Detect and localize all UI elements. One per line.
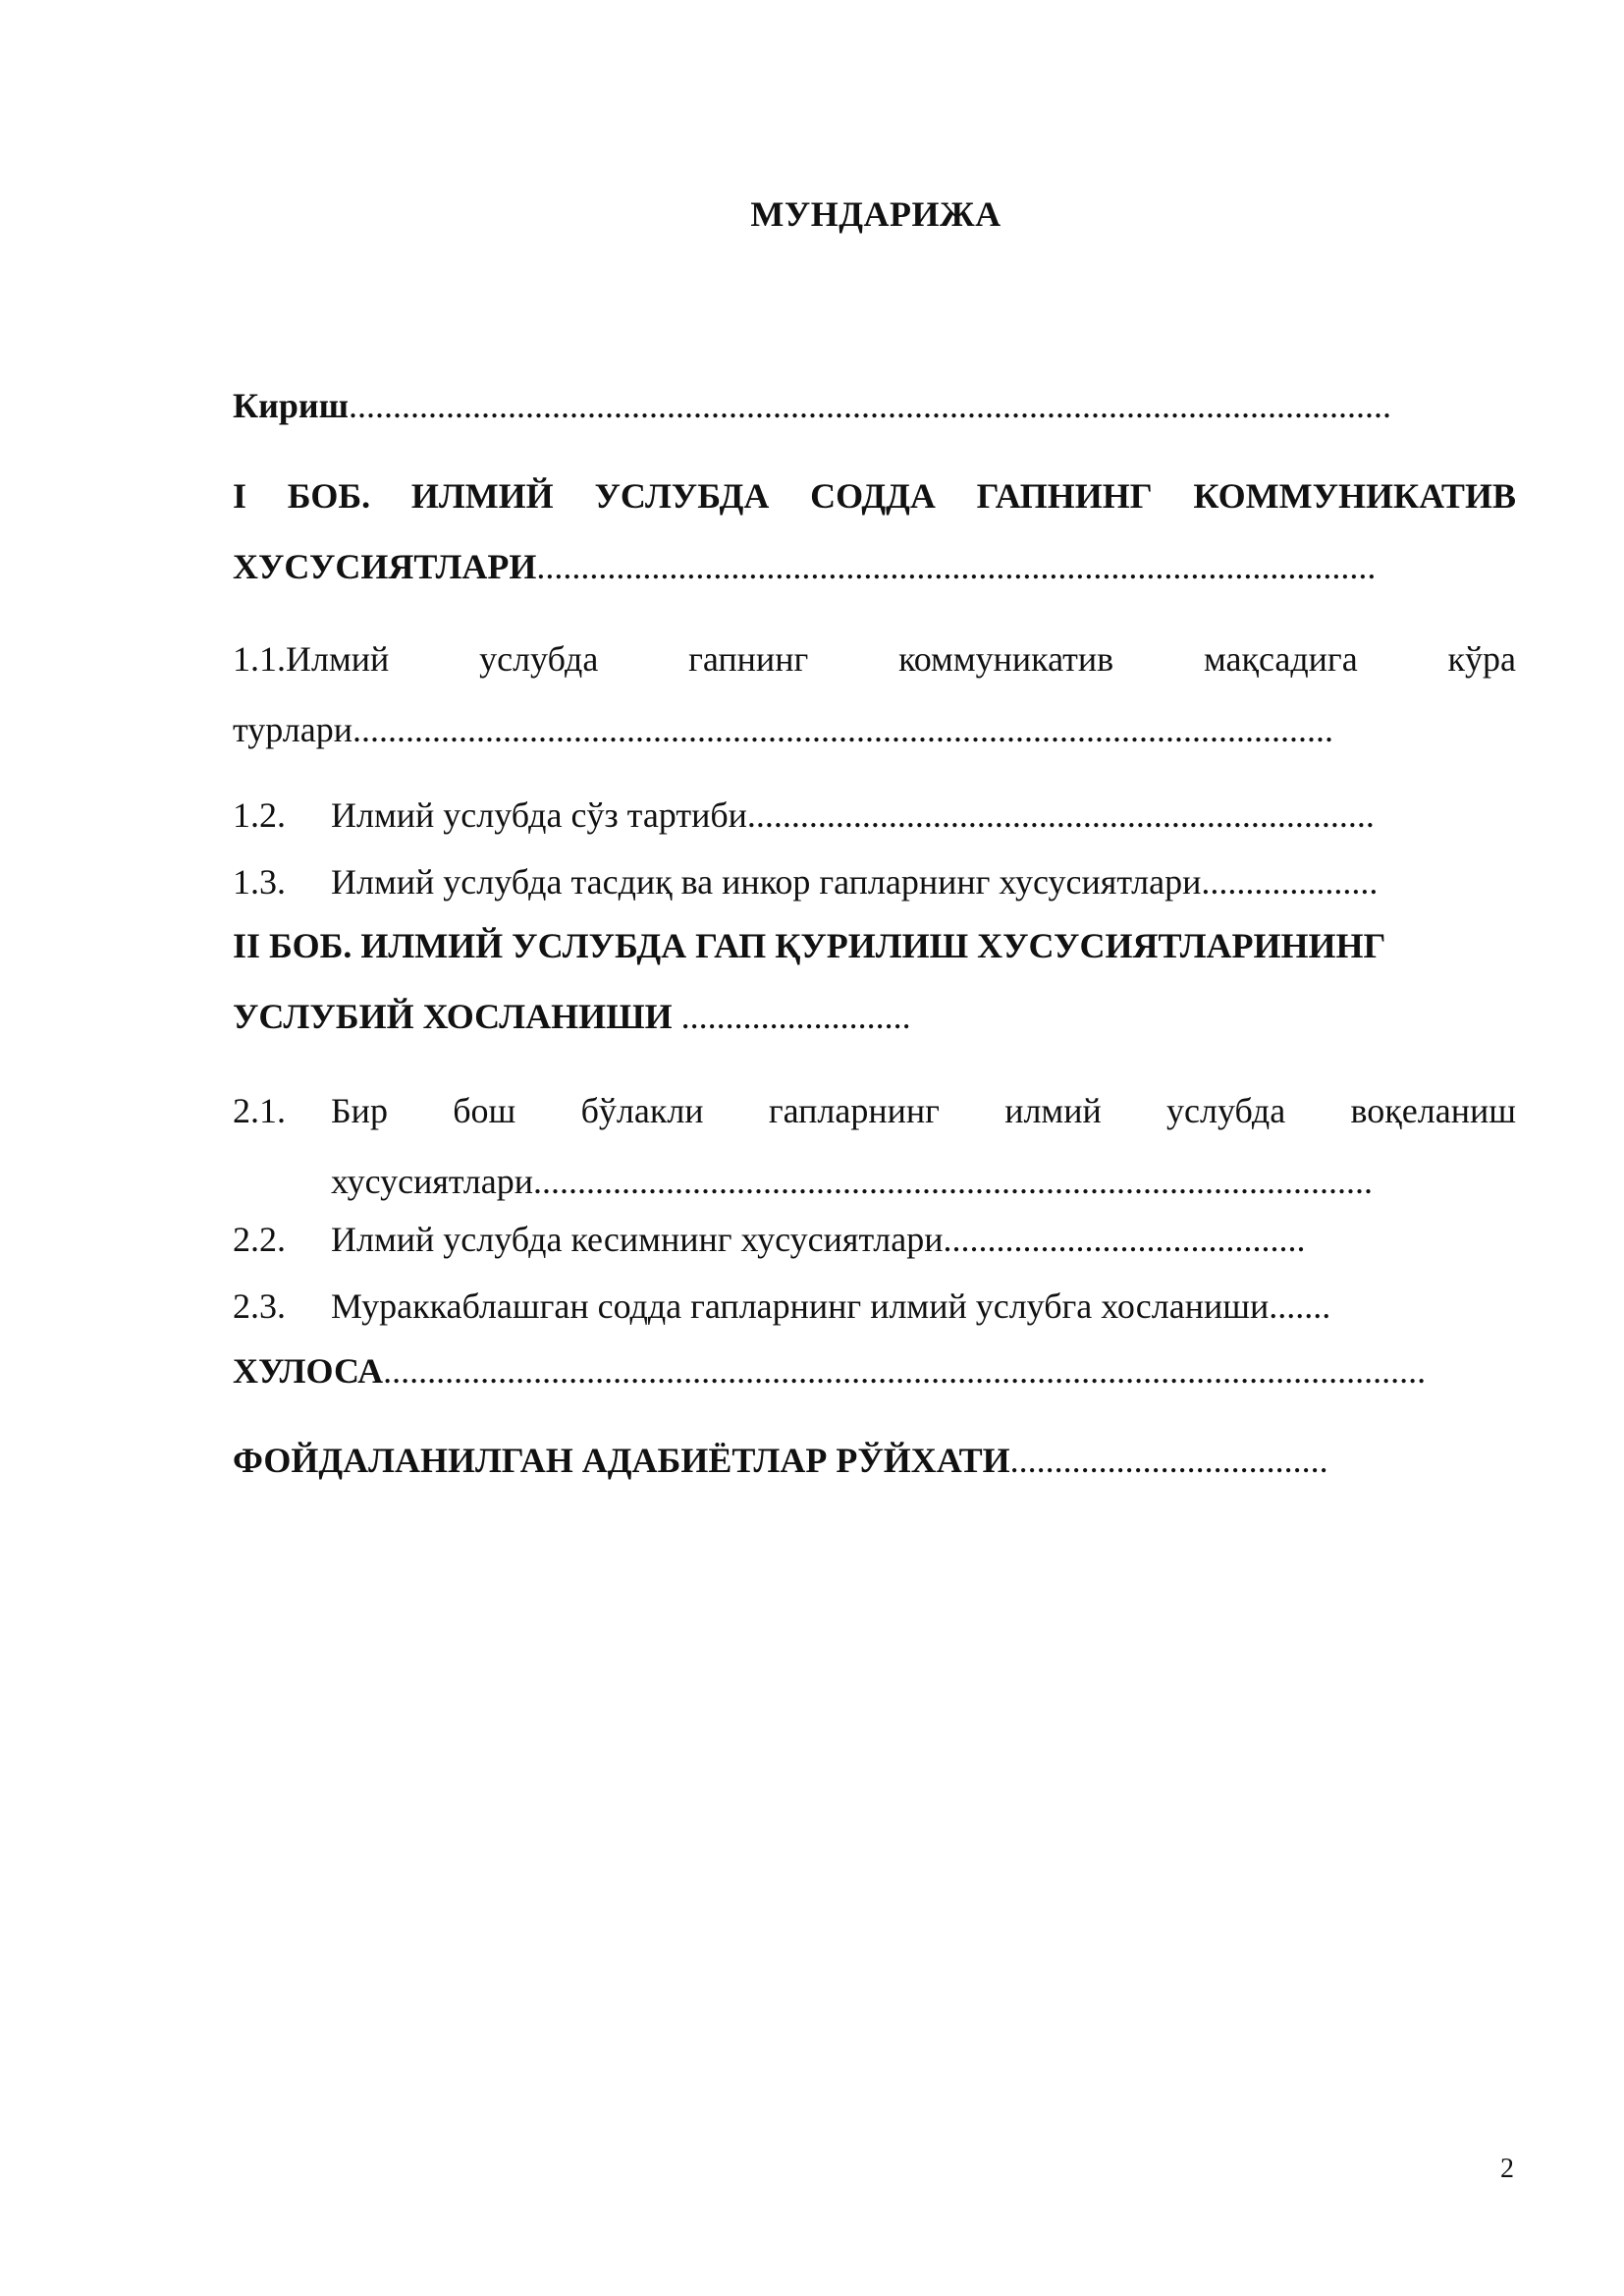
toc-word: кўра xyxy=(1447,639,1516,679)
toc-word: БОБ. xyxy=(287,476,371,516)
toc-chapter-2-line-2 xyxy=(233,981,1516,1052)
toc-word: Бир xyxy=(331,1091,388,1130)
toc-entry-2-3[interactable] xyxy=(233,1273,1516,1339)
toc-1-3-text: Илмий услубда тасдиқ ва инкор гапларнинг хусусиятлари xyxy=(331,862,1202,902)
toc-entry-1-1[interactable] xyxy=(233,624,1516,765)
toc-word: илмий xyxy=(1004,1091,1102,1130)
toc-chapter-2-label: УСЛУБИЙ ХОСЛАНИШИ xyxy=(233,997,673,1036)
page-title: МУНДАРИЖА xyxy=(750,194,1001,234)
toc-entry-1-3[interactable] xyxy=(233,848,1516,915)
toc-chapter-1-line-1 xyxy=(233,461,1516,531)
toc-chapter-1-dots: ............................................................................................... xyxy=(536,547,1377,586)
toc-intro-dots: ...................................................................................................................... xyxy=(349,386,1392,425)
toc-2-2-text: Илмий услубда кесимнинг хусусиятлари xyxy=(331,1220,944,1259)
toc-entry-chapter-1[interactable] xyxy=(233,461,1516,602)
toc-word: СОДДА xyxy=(810,476,936,516)
page-number: 2 xyxy=(1500,2154,1514,2184)
toc-2-2-dots: ......................................... xyxy=(943,1220,1306,1259)
toc-entry-chapter-2[interactable] xyxy=(233,910,1516,1052)
toc-2-3-number: 2.3. xyxy=(233,1286,286,1326)
toc-1-2-dots: ....................................................................... xyxy=(746,795,1375,835)
toc-1-1-line-1 xyxy=(233,624,1516,694)
toc-1-3-dots: .................... xyxy=(1201,862,1379,902)
toc-word: КОММУНИКАТИВ xyxy=(1193,476,1516,516)
toc-1-1-dots: ............................................................................................................... xyxy=(352,710,1333,749)
toc-word: услубда xyxy=(1166,1091,1286,1130)
toc-1-3-number: 1.3. xyxy=(233,862,286,902)
toc-word: ИЛМИЙ xyxy=(410,476,554,516)
toc-entry-conclusion[interactable] xyxy=(233,1336,1516,1406)
toc-references-dots: .................................... xyxy=(1009,1441,1328,1480)
toc-word: гапларнинг xyxy=(768,1091,940,1130)
toc-references-label: ФОЙДАЛАНИЛГАН АДАБИЁТЛАР РЎЙХАТИ xyxy=(233,1441,1010,1480)
toc-2-3-dots: ....... xyxy=(1269,1286,1331,1326)
toc-1-2-text: Илмий услубда сўз тартиби xyxy=(331,795,747,835)
toc-2-1-dots: ............................................................................................... xyxy=(532,1162,1373,1201)
toc-conclusion-label: ХУЛОСА xyxy=(233,1351,384,1391)
toc-entry-references[interactable] xyxy=(233,1425,1516,1496)
toc-2-1-line-1 xyxy=(233,1075,1516,1146)
toc-1-1-label: турлари xyxy=(233,710,352,749)
toc-2-1-label: хусусиятлари xyxy=(331,1162,533,1201)
toc-word: бош xyxy=(453,1091,516,1130)
toc-intro-label: Кириш xyxy=(233,386,350,425)
toc-2-1-number: 2.1. xyxy=(233,1091,286,1130)
toc-word: гапнинг xyxy=(688,639,809,679)
toc-chapter-2-line-1: II БОБ. ИЛМИЙ УСЛУБДА ГАП ҚУРИЛИШ ХУСУСИЯТЛАРИНИНГ xyxy=(233,926,1386,965)
toc-1-1-line-2 xyxy=(233,694,1516,765)
toc-entry-intro[interactable] xyxy=(233,370,1516,441)
toc-2-2-number: 2.2. xyxy=(233,1220,286,1259)
toc-2-1-words xyxy=(331,1075,1516,1146)
toc-word: услубда xyxy=(479,639,599,679)
toc-word: мақсадига xyxy=(1203,639,1358,679)
toc-entry-1-2[interactable] xyxy=(233,782,1516,848)
toc-word: бўлакли xyxy=(580,1091,704,1130)
toc-word: УСЛУБДА xyxy=(594,476,770,516)
toc-entry-2-2[interactable] xyxy=(233,1206,1516,1273)
toc-chapter-1-line-2 xyxy=(233,531,1516,602)
toc-entry-2-1[interactable] xyxy=(233,1075,1516,1217)
toc-word: 1.1.Илмий xyxy=(233,639,390,679)
toc-conclusion-dots: ...................................................................................................................... xyxy=(383,1351,1427,1391)
toc-word: ГАПНИНГ xyxy=(976,476,1153,516)
toc-chapter-2-dots: .......................... xyxy=(680,997,911,1036)
toc-chapter-1-label: ХУСУСИЯТЛАРИ xyxy=(233,547,537,586)
toc-word: коммуникатив xyxy=(898,639,1114,679)
toc-1-2-number: 1.2. xyxy=(233,795,286,835)
toc-2-3-text: Мураккаблашган содда гапларнинг илмий услубга хосланиши xyxy=(331,1286,1270,1326)
toc-word: воқеланиш xyxy=(1350,1091,1516,1130)
toc-word: I xyxy=(233,476,247,516)
